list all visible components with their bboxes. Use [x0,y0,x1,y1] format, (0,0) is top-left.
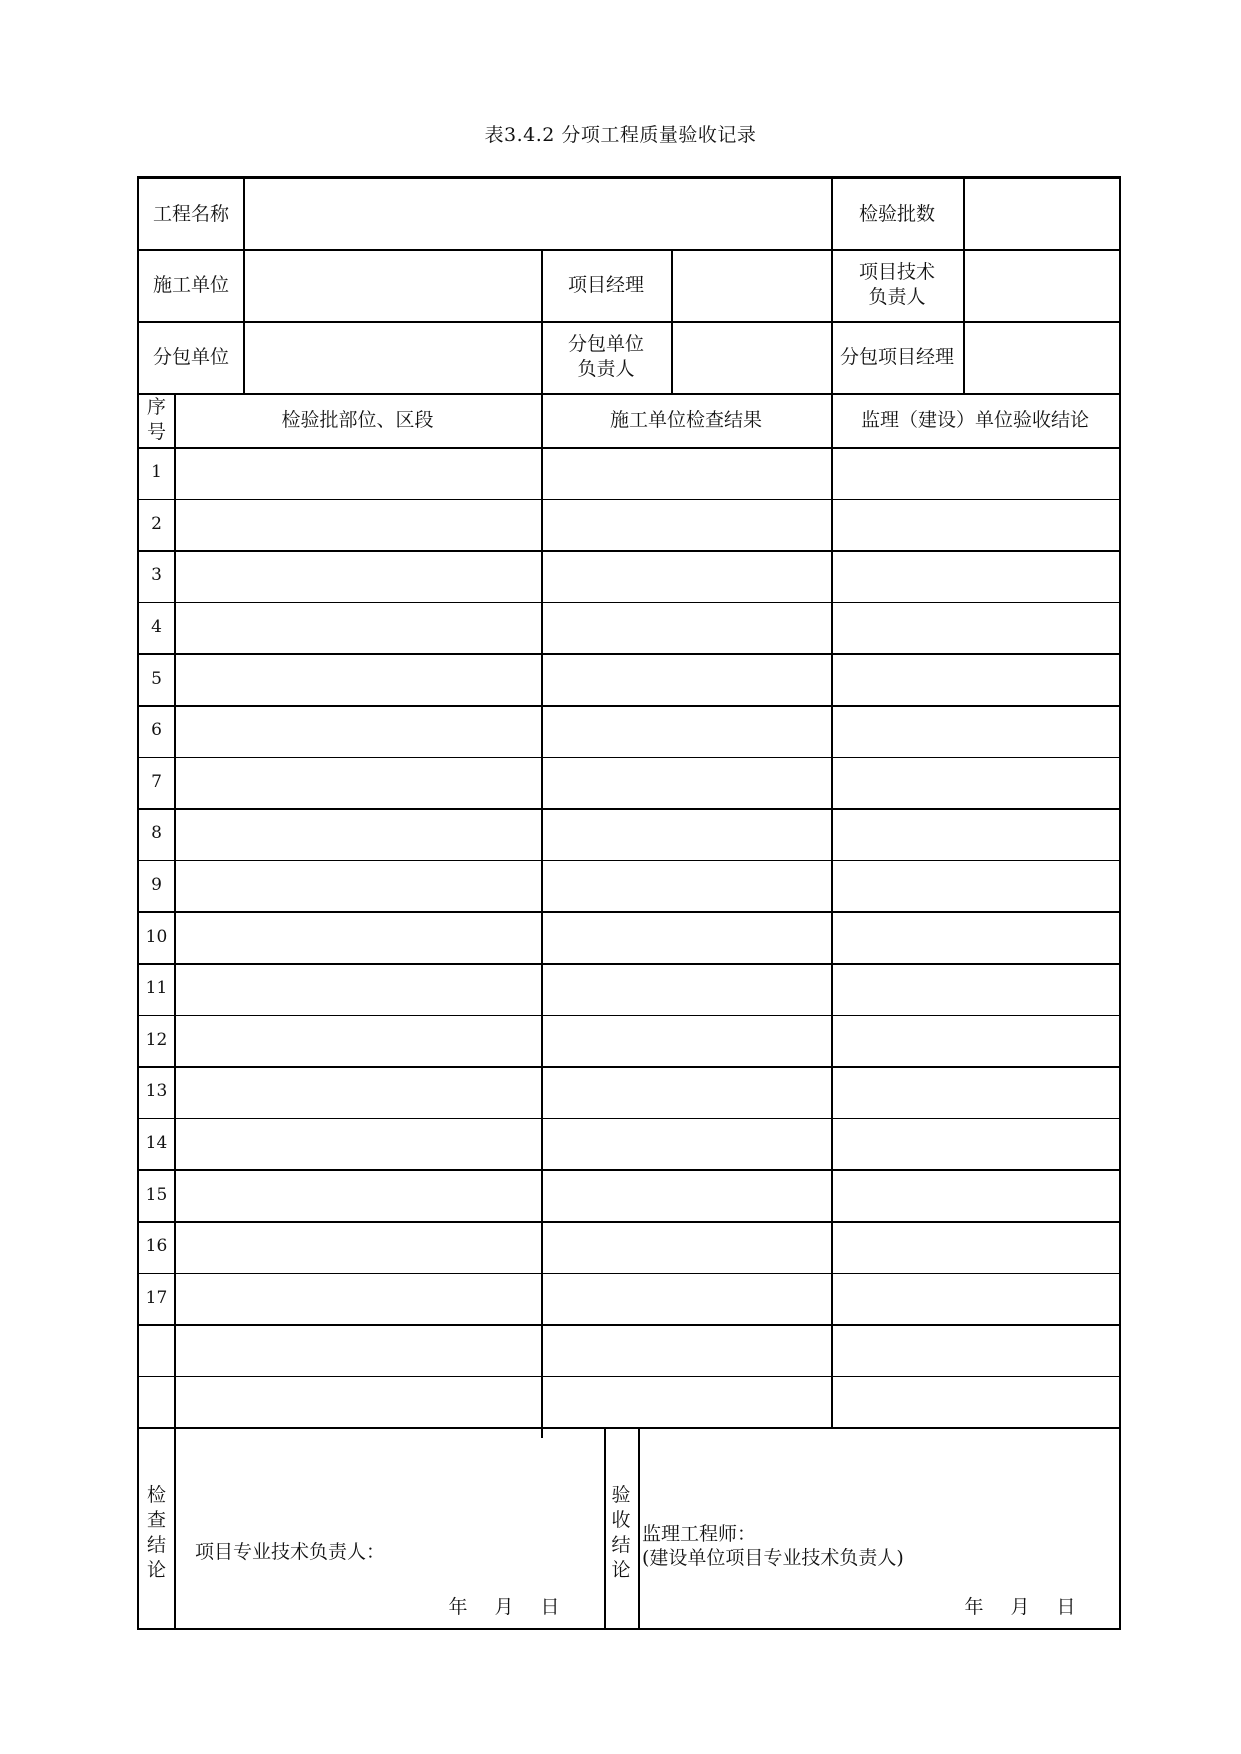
subcontract-lead-label-line1: 分包单位 [567,333,644,355]
location-cell[interactable] [174,550,541,602]
location-cell[interactable] [174,1015,541,1067]
check-result-cell[interactable] [541,1015,831,1067]
location-cell[interactable] [174,1221,541,1273]
location-cell[interactable] [174,963,541,1015]
day-label: 日 [540,1596,560,1618]
subcontract-unit-label: 分包单位 [152,345,229,368]
month-label: 月 [494,1596,514,1618]
check-result-cell[interactable] [541,447,831,499]
row-number [139,1376,174,1428]
check-result-cell[interactable] [541,550,831,602]
subcontract-lead-label [541,321,671,393]
check-result-cell[interactable] [541,1324,831,1376]
subcontract-pm-label: 分包项目经理 [839,345,954,368]
month-label: 月 [1010,1596,1030,1618]
acceptance-cell[interactable] [831,1221,1119,1273]
batch-count-field[interactable] [963,179,1119,249]
construction-unit-label: 施工单位 [152,273,229,296]
accept-signer-label-1: 监理工程师： [642,1523,757,1545]
location-cell[interactable] [174,653,541,705]
check-signer-label: 项目专业技术负责人： [195,1541,386,1563]
tech-lead-label-line2: 负责人 [868,286,926,308]
grid-line [831,179,833,447]
location-cell[interactable] [174,1118,541,1170]
project-name-field[interactable] [243,179,831,249]
location-cell[interactable] [174,602,541,654]
row-number: 16 [145,1236,168,1257]
location-header: 检验批部位、区段 [281,408,434,431]
seq-header-line2: 号 [146,421,166,443]
grid-line [139,321,1119,323]
grid-line [243,179,245,393]
grid-line [139,249,1119,251]
seq-header-line1: 序 [146,396,166,418]
grid-line [139,393,1119,395]
grid-line [638,1427,640,1628]
location-cell[interactable] [174,447,541,499]
subcontract-pm-field[interactable] [963,321,1119,393]
row-number: 8 [151,823,162,844]
acceptance-cell[interactable] [831,550,1119,602]
year-label: 年 [964,1596,984,1618]
tech-lead-label-line1: 项目技术 [858,261,935,283]
acceptance-cell[interactable] [831,1324,1119,1376]
row-number: 4 [151,617,162,638]
accept-date[interactable] [951,1592,1089,1619]
year-label: 年 [448,1596,468,1618]
row-number: 14 [145,1133,168,1154]
check-result-cell[interactable] [541,808,831,860]
location-cell[interactable] [174,1169,541,1221]
check-label-char: 结 [146,1534,166,1556]
check-result-cell[interactable] [541,1169,831,1221]
accept-label-char: 验 [611,1484,631,1506]
row-number: 9 [151,875,162,896]
location-cell[interactable] [174,1376,541,1428]
acceptance-cell[interactable] [831,1376,1119,1428]
check-result-cell[interactable] [541,1273,831,1325]
project-name-label: 工程名称 [152,202,229,225]
subcontract-unit-field[interactable] [243,321,541,393]
subcontract-lead-label-line2: 负责人 [577,358,635,380]
seq-header [139,393,174,447]
row-number: 10 [145,926,168,947]
acceptance-cell[interactable] [831,757,1119,809]
acceptance-cell[interactable] [831,860,1119,912]
location-cell[interactable] [174,499,541,551]
acceptance-cell[interactable] [831,963,1119,1015]
acceptance-cell[interactable] [831,499,1119,551]
accept-conclusion-label [604,1438,638,1628]
grid-line [671,249,673,393]
row-number: 6 [151,720,162,741]
grid-line [963,179,965,393]
check-result-cell[interactable] [541,705,831,757]
location-cell[interactable] [174,757,541,809]
accept-label-char: 论 [611,1559,631,1581]
acceptance-cell[interactable] [831,1118,1119,1170]
acceptance-form [137,176,1121,1630]
check-label-char: 查 [146,1509,166,1531]
check-result-cell[interactable] [541,963,831,1015]
location-cell[interactable] [174,1066,541,1118]
accept-label-char: 结 [611,1534,631,1556]
construction-unit-field[interactable] [243,249,541,321]
accept-label-char: 收 [611,1509,631,1531]
row-number: 5 [151,668,162,689]
acceptance-cell[interactable] [831,447,1119,499]
row-number: 12 [145,1029,168,1050]
row-number: 13 [145,1081,168,1102]
location-cell[interactable] [174,705,541,757]
check-result-cell[interactable] [541,653,831,705]
acceptance-cell[interactable] [831,602,1119,654]
acceptance-cell[interactable] [831,1015,1119,1067]
row-number: 2 [151,513,162,534]
check-result-cell[interactable] [541,911,831,963]
batch-count-label: 检验批数 [858,202,935,225]
check-result-cell[interactable] [541,602,831,654]
acceptance-cell[interactable] [831,653,1119,705]
row-number: 17 [145,1287,168,1308]
location-cell[interactable] [174,1324,541,1376]
acceptance-cell[interactable] [831,1066,1119,1118]
check-date[interactable] [435,1592,573,1619]
check-conclusion-label [139,1438,174,1628]
location-cell[interactable] [174,1273,541,1325]
row-number: 1 [151,462,162,483]
location-cell[interactable] [174,808,541,860]
row-number: 7 [151,771,162,792]
acceptance-cell[interactable] [831,808,1119,860]
acceptance-cell[interactable] [831,705,1119,757]
row-number: 11 [145,978,168,999]
check-result-cell[interactable] [541,499,831,551]
project-manager-label: 项目经理 [567,273,644,296]
project-manager-field[interactable] [671,249,831,321]
check-result-cell[interactable] [541,757,831,809]
grid-line [541,249,543,393]
check-result-cell[interactable] [541,1118,831,1170]
check-result-cell[interactable] [541,860,831,912]
acceptance-cell[interactable] [831,911,1119,963]
tech-lead-field[interactable] [963,249,1119,321]
check-label-char: 检 [146,1484,166,1506]
row-number [139,1324,174,1376]
day-label: 日 [1056,1596,1076,1618]
check-label-char: 论 [146,1559,166,1581]
check-result-cell[interactable] [541,1066,831,1118]
acceptance-cell[interactable] [831,1169,1119,1221]
location-cell[interactable] [174,860,541,912]
accept-signer-label-2: (建设单位项目专业技术负责人) [642,1547,904,1569]
row-number: 3 [151,565,162,586]
subcontract-lead-field[interactable] [671,321,831,393]
grid-line [174,1427,176,1628]
check-result-cell[interactable] [541,1221,831,1273]
check-result-header: 施工单位检查结果 [609,408,762,431]
location-cell[interactable] [174,911,541,963]
grid-line [604,1427,606,1628]
grid-line [139,1427,1119,1429]
tech-lead-label [831,249,963,321]
check-result-cell[interactable] [541,1376,831,1428]
acceptance-cell[interactable] [831,1273,1119,1325]
form-title: 表3.4.2 分项工程质量验收记录 [484,124,757,146]
acceptance-header: 监理（建设）单位验收结论 [860,408,1089,431]
row-number: 15 [145,1184,168,1205]
